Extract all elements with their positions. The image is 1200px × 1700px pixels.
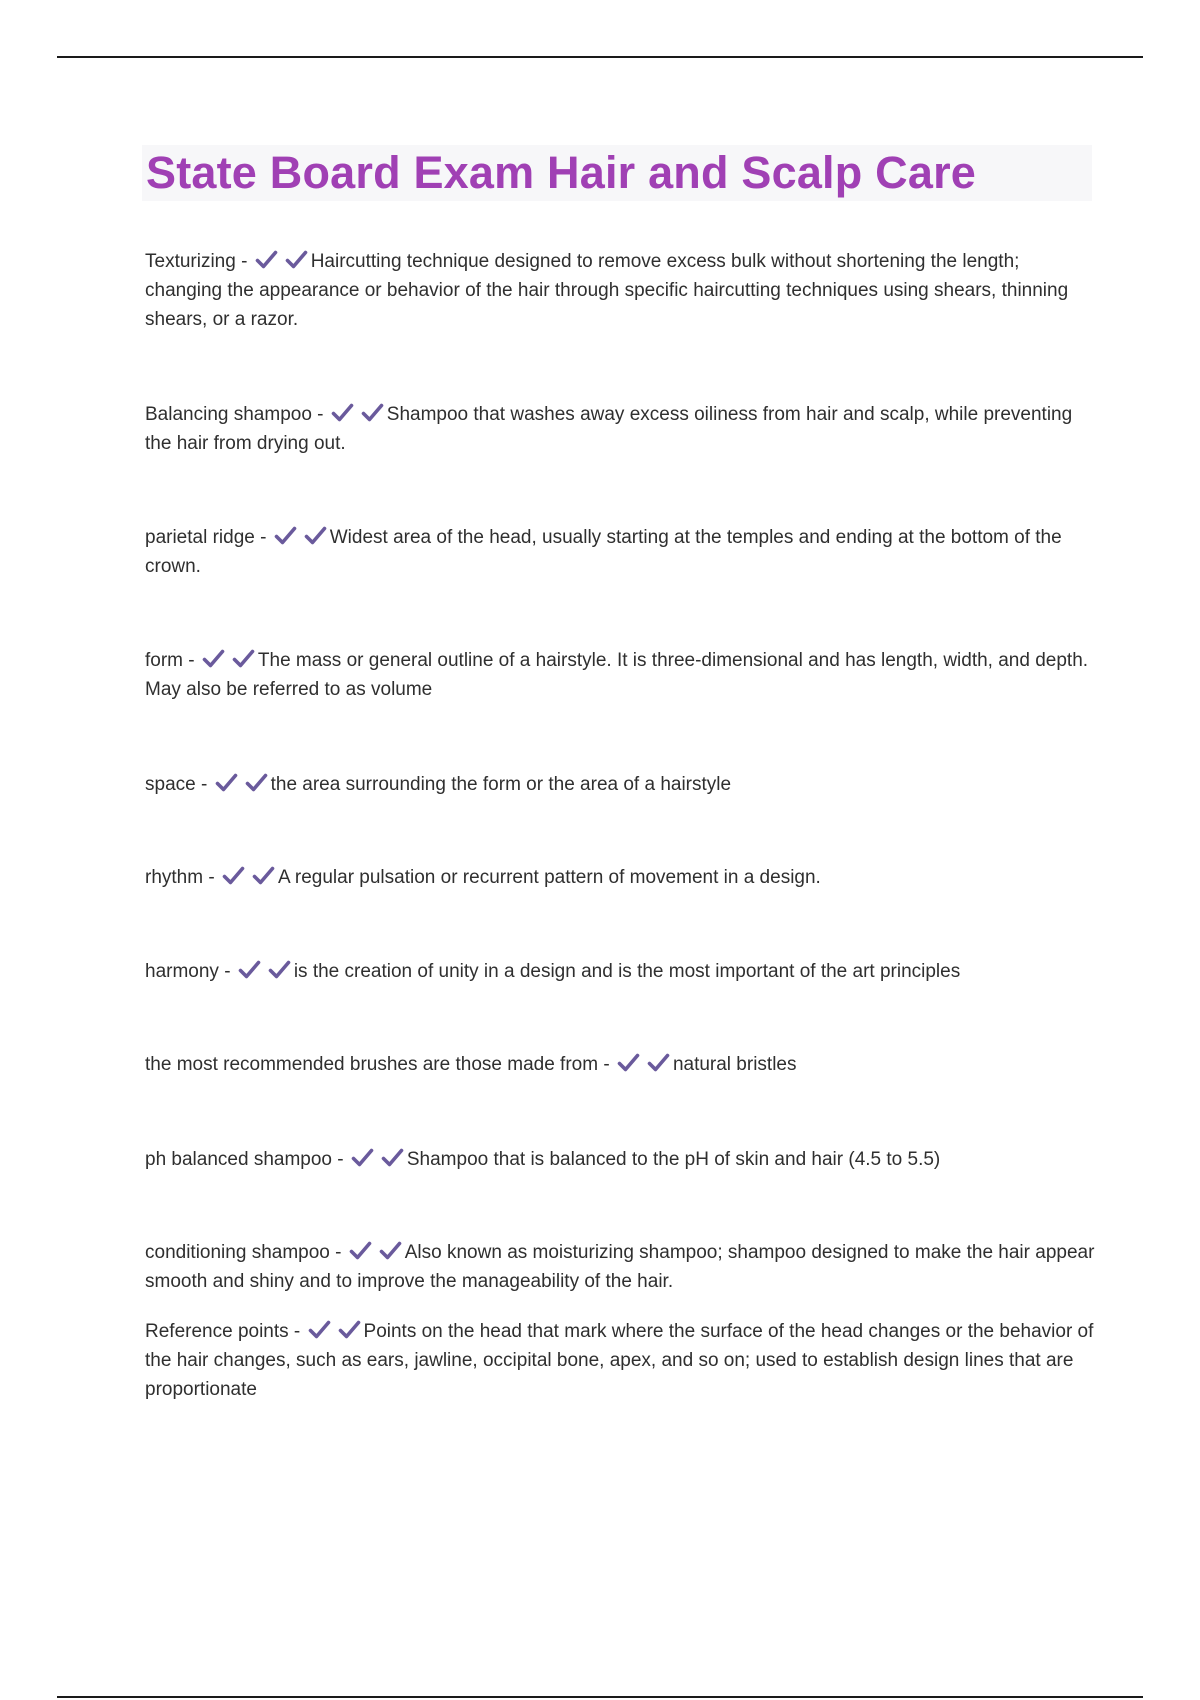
entry-definition: The mass or general outline of a hairstyle. It is three-dimensional and has length, width, and depth. May also be referred to as volume (145, 650, 1089, 700)
check-icon (255, 250, 278, 270)
entry-definition: the area surrounding the form or the area of a hairstyle (270, 774, 732, 795)
check-icon (351, 1148, 374, 1168)
title-banner (142, 145, 1092, 201)
entry-term: the most recommended brushes are those made from - (145, 1054, 610, 1075)
entry-definition: natural bristles (672, 1054, 797, 1075)
flashcard-entry (145, 1238, 1095, 1296)
check-marks (238, 957, 291, 986)
entry-term: form - (145, 650, 195, 671)
entry-term: parietal ridge - (145, 527, 267, 548)
check-marks (222, 863, 275, 892)
check-marks (255, 247, 308, 276)
check-icon (232, 649, 255, 669)
check-marks (274, 523, 327, 552)
entry-term: Texturizing - (145, 251, 248, 272)
entry-definition: Shampoo that washes away excess oiliness from hair and scalp, while preventing the hair from drying out. (145, 404, 1073, 454)
check-marks (617, 1050, 670, 1079)
flashcard-entry (145, 770, 1095, 799)
check-icon (202, 649, 225, 669)
check-marks (331, 400, 384, 429)
check-icon (222, 866, 245, 886)
flashcard-entry (145, 247, 1095, 334)
entry-definition: is the creation of unity in a design and is the most important of the art principles (293, 961, 961, 982)
top-rule (57, 56, 1143, 58)
entry-definition: A regular pulsation or recurrent pattern of movement in a design. (277, 867, 821, 888)
entry-definition: Points on the head that mark where the surface of the head changes or the behavior of the hair changes, such as ears, jawline, occipital bone, apex, and so on; used to establish design lines that are proportionate (145, 1321, 1094, 1400)
check-icon (268, 960, 291, 980)
flashcard-entry (145, 957, 1095, 986)
entry-definition: Widest area of the head, usually starting at the temples and ending at the bottom of the crown. (145, 527, 1062, 577)
entry-definition: Haircutting technique designed to remove excess bulk without shortening the length; changing the appearance or behavior of the hair through specific haircutting techniques using shears, thinning shears, or a razor. (145, 251, 1069, 330)
check-marks (308, 1317, 361, 1346)
check-icon (349, 1241, 372, 1261)
check-icon (252, 866, 275, 886)
entry-definition: Shampoo that is balanced to the pH of skin and hair (4.5 to 5.5) (406, 1149, 941, 1170)
flashcard-entry (145, 863, 1095, 892)
check-icon (238, 960, 261, 980)
check-icon (304, 526, 327, 546)
page-title: State Board Exam Hair and Scalp Care (146, 147, 977, 198)
entry-term: Balancing shampoo - (145, 404, 324, 425)
check-marks (215, 770, 268, 799)
check-icon (617, 1053, 640, 1073)
check-icon (215, 773, 238, 793)
check-icon (338, 1320, 361, 1340)
entry-term: conditioning shampoo - (145, 1242, 342, 1263)
entry-term: harmony - (145, 961, 231, 982)
check-marks (351, 1145, 404, 1174)
entry-term: rhythm - (145, 867, 215, 888)
bottom-rule (57, 1696, 1143, 1698)
flashcard-entry (145, 1317, 1095, 1404)
check-marks (202, 646, 255, 675)
check-icon (245, 773, 268, 793)
flashcard-entry (145, 1145, 1095, 1174)
check-icon (331, 403, 354, 423)
check-icon (381, 1148, 404, 1168)
flashcard-entry (145, 646, 1095, 704)
check-icon (274, 526, 297, 546)
check-icon (361, 403, 384, 423)
check-icon (308, 1320, 331, 1340)
check-icon (379, 1241, 402, 1261)
check-marks (349, 1238, 402, 1267)
entry-term: ph balanced shampoo - (145, 1149, 344, 1170)
check-icon (647, 1053, 670, 1073)
flashcard-entry (145, 523, 1095, 581)
flashcard-entry (145, 400, 1095, 458)
entry-term: space - (145, 774, 208, 795)
check-icon (285, 250, 308, 270)
flashcard-entry (145, 1050, 1095, 1079)
entry-term: Reference points - (145, 1321, 301, 1342)
entry-definition: Also known as moisturizing shampoo; shampoo designed to make the hair appear smooth and shiny and to improve the manageability of the hair. (145, 1242, 1095, 1292)
